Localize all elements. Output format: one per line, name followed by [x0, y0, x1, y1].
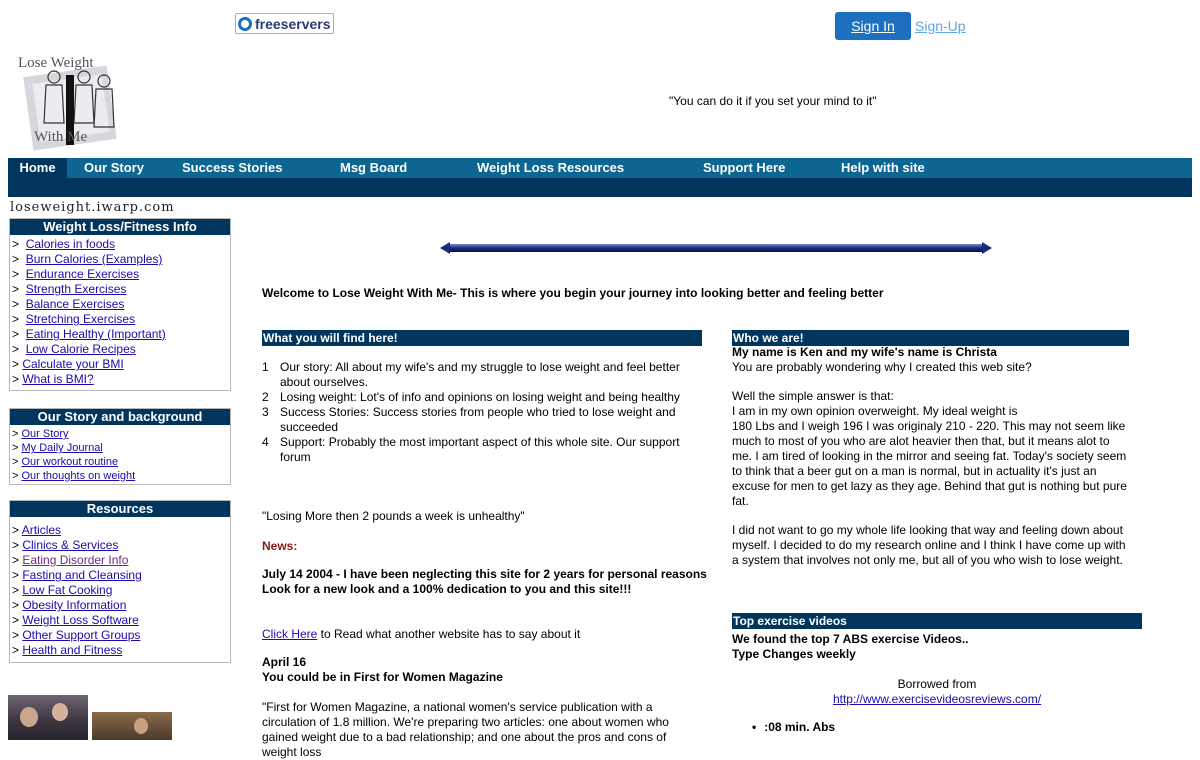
nav-sub-bar — [8, 178, 1192, 197]
magazine-quote: "First for Women Magazine, a national women's service publication with a circulation of 1.8 million. We're preparing two articles: one about women who gained weight due to a bad relationship; and one about the pros and cons of weight loss — [262, 700, 669, 759]
nav-home[interactable]: Home — [8, 158, 67, 178]
photo-face — [52, 703, 68, 721]
video-list — [752, 720, 835, 734]
resources-title: Resources — [10, 501, 230, 517]
link-burn-calories[interactable]: Burn Calories (Examples) — [25, 252, 163, 266]
link-what-is-bmi[interactable]: What is BMI? — [22, 372, 94, 386]
sign-in-button[interactable]: Sign In — [835, 12, 911, 40]
list-item: > Our thoughts on weight — [12, 470, 136, 482]
link-workout-routine[interactable]: Our workout routine — [21, 456, 119, 468]
list-item: 1 Our story: All about my wife's and my struggle to lose weight and feel better about ourselves. — [262, 360, 680, 389]
list-item: > Clinics & Services — [12, 538, 119, 552]
weight-loss-quote: "Losing More then 2 pounds a week is unhealthy" — [262, 509, 525, 523]
photo-couple — [8, 695, 88, 740]
list-item: > Other Support Groups — [12, 628, 141, 642]
sign-up-link[interactable]: Sign-Up — [915, 18, 966, 34]
list-item: > My Daily Journal — [12, 442, 103, 454]
list-item: > Eating Healthy (Important) — [12, 327, 166, 341]
link-strength-exercises[interactable]: Strength Exercises — [25, 282, 127, 296]
who-we-are-header: Who we are! — [732, 330, 1129, 346]
list-item: 4 Support: Probably the most important aspect of this whole site. Our support forum — [262, 435, 680, 464]
link-calories-in-foods[interactable]: Calories in foods — [25, 237, 116, 251]
find-here-header: What you will find here! — [262, 330, 702, 346]
decorative-divider — [440, 240, 992, 256]
exercise-videos-link[interactable]: http://www.exercisevideosreviews.com/ — [832, 692, 1042, 706]
link-obesity-information[interactable]: Obesity Information — [22, 598, 127, 612]
domain-banner: loseweight.iwarp.com — [10, 200, 175, 215]
fitness-info-title: Weight Loss/Fitness Info — [10, 219, 230, 235]
click-here-link[interactable]: Click Here — [262, 627, 318, 641]
link-balance-exercises[interactable]: Balance Exercises — [25, 297, 125, 311]
list-item: > Low Fat Cooking — [12, 583, 113, 597]
photo-face — [20, 707, 38, 727]
list-item: > Eating Disorder Info — [12, 553, 129, 567]
list-item: > Fasting and Cleansing — [12, 568, 142, 582]
list-item: 3 Success Stories: Success stories from people who tried to lose weight and succeeded — [262, 405, 676, 434]
link-low-calorie-recipes[interactable]: Low Calorie Recipes — [25, 342, 136, 356]
freeservers-label: freeservers — [255, 15, 331, 32]
list-item: > Balance Exercises — [12, 297, 125, 311]
nav-msg-board[interactable]: Msg Board — [340, 160, 408, 175]
nav-success-stories[interactable]: Success Stories — [182, 160, 283, 175]
list-item: > Our workout routine — [12, 456, 119, 468]
fitness-info-box — [9, 218, 231, 391]
nav-weight-loss-resources[interactable]: Weight Loss Resources — [477, 160, 625, 175]
link-stretching-exercises[interactable]: Stretching Exercises — [25, 312, 136, 326]
list-item: > Our Story — [12, 428, 69, 440]
list-item: > Calculate your BMI — [12, 357, 124, 371]
list-item: > Burn Calories (Examples) — [12, 252, 163, 266]
link-thoughts-on-weight[interactable]: Our thoughts on weight — [21, 470, 136, 482]
news-item-april: April 16 You could be in First for Women Magazine — [262, 655, 503, 684]
our-story-box — [9, 408, 231, 485]
link-other-support-groups[interactable]: Other Support Groups — [22, 628, 141, 642]
photo-man — [92, 712, 172, 740]
resources-box — [9, 500, 231, 663]
click-here-line: Click Here to Read what another website has to say about it — [262, 627, 581, 641]
list-item: > Stretching Exercises — [12, 312, 136, 326]
find-here-list — [262, 360, 702, 465]
logo-title-line2: With Me — [34, 129, 88, 145]
list-item: > What is BMI? — [12, 372, 94, 386]
list-item: > Low Calorie Recipes — [12, 342, 136, 356]
link-daily-journal[interactable]: My Daily Journal — [21, 442, 103, 454]
news-label: News: — [262, 539, 298, 553]
freeservers-icon — [238, 17, 252, 31]
list-item: > Calories in foods — [12, 237, 116, 251]
link-low-fat-cooking[interactable]: Low Fat Cooking — [22, 583, 113, 597]
who-names: My name is Ken and my wife's name is Christa — [732, 345, 997, 359]
exercise-videos-header: Top exercise videos — [732, 613, 1142, 629]
list-item: > Health and Fitness — [12, 643, 123, 657]
nav-support-here[interactable]: Support Here — [703, 160, 786, 175]
link-weight-loss-software[interactable]: Weight Loss Software — [22, 613, 139, 627]
list-item: • :08 min. Abs — [752, 720, 835, 734]
list-item: > Obesity Information — [12, 598, 127, 612]
nav-our-story[interactable]: Our Story — [84, 160, 144, 175]
photo-face — [134, 718, 148, 734]
list-item: > Endurance Exercises — [12, 267, 140, 281]
list-item: > Weight Loss Software — [12, 613, 139, 627]
link-our-story[interactable]: Our Story — [21, 428, 69, 440]
exercise-videos-intro: We found the top 7 ABS exercise Videos.. Type Changes weekly — [732, 632, 969, 661]
link-endurance-exercises[interactable]: Endurance Exercises — [25, 267, 140, 281]
our-story-title: Our Story and background — [10, 409, 230, 425]
who-we-are-text: My name is Ken and my wife's name is Christa You are probably wondering why I created this web site? Well the simple answer is that: I am in my own opinion overweight. My ideal weight is 180 Lbs and I weigh 196 I was originaly 210 - 220. This may not seem like much to most of you who are alot heavier then that, but it means alot to me. I am tired of looking in the mirror and seeing fat. Today's society seem to think that a beer gut on a man is normal, but in actuality it's just an excuse for men to get lazy as they age. Behind that gut is nothing but pure fat. I did not want to go my whole life looking that way and feeling down about myself. I decided to do my research online and I think I have come up with a system that involves not only me, but all of you who wish to lose weight. — [732, 345, 1132, 582]
main-nav — [8, 158, 1192, 178]
link-fasting-cleansing[interactable]: Fasting and Cleansing — [22, 568, 142, 582]
nav-help-with-site[interactable]: Help with site — [841, 160, 925, 175]
site-logo — [14, 53, 136, 151]
welcome-heading: Welcome to Lose Weight With Me- This is where you begin your journey into looking better and feeling better — [262, 286, 884, 300]
link-health-fitness[interactable]: Health and Fitness — [22, 643, 123, 657]
link-eating-healthy[interactable]: Eating Healthy (Important) — [25, 327, 166, 341]
link-calculate-bmi[interactable]: Calculate your BMI — [22, 357, 124, 371]
borrowed-from: Borrowed from http://www.exercisevideosreviews.com/ — [832, 677, 1042, 706]
link-articles[interactable]: Articles — [21, 523, 62, 537]
list-item: 2 Losing weight: Lot's of info and opinions on losing weight and being healthy — [262, 390, 680, 404]
tagline: "You can do it if you set your mind to it" — [669, 94, 877, 108]
logo-title-line1: Lose Weight — [18, 55, 94, 71]
news-item-july: July 14 2004 - I have been neglecting this site for 2 years for personal reasons Look for a new look and a 100% dedication to you and this site!!! — [262, 567, 707, 596]
list-item: > Articles — [12, 523, 62, 537]
list-item: > Strength Exercises — [12, 282, 127, 296]
link-clinics-services[interactable]: Clinics & Services — [22, 538, 119, 552]
link-eating-disorder-info[interactable]: Eating Disorder Info — [22, 553, 129, 567]
freeservers-logo[interactable] — [235, 13, 334, 34]
